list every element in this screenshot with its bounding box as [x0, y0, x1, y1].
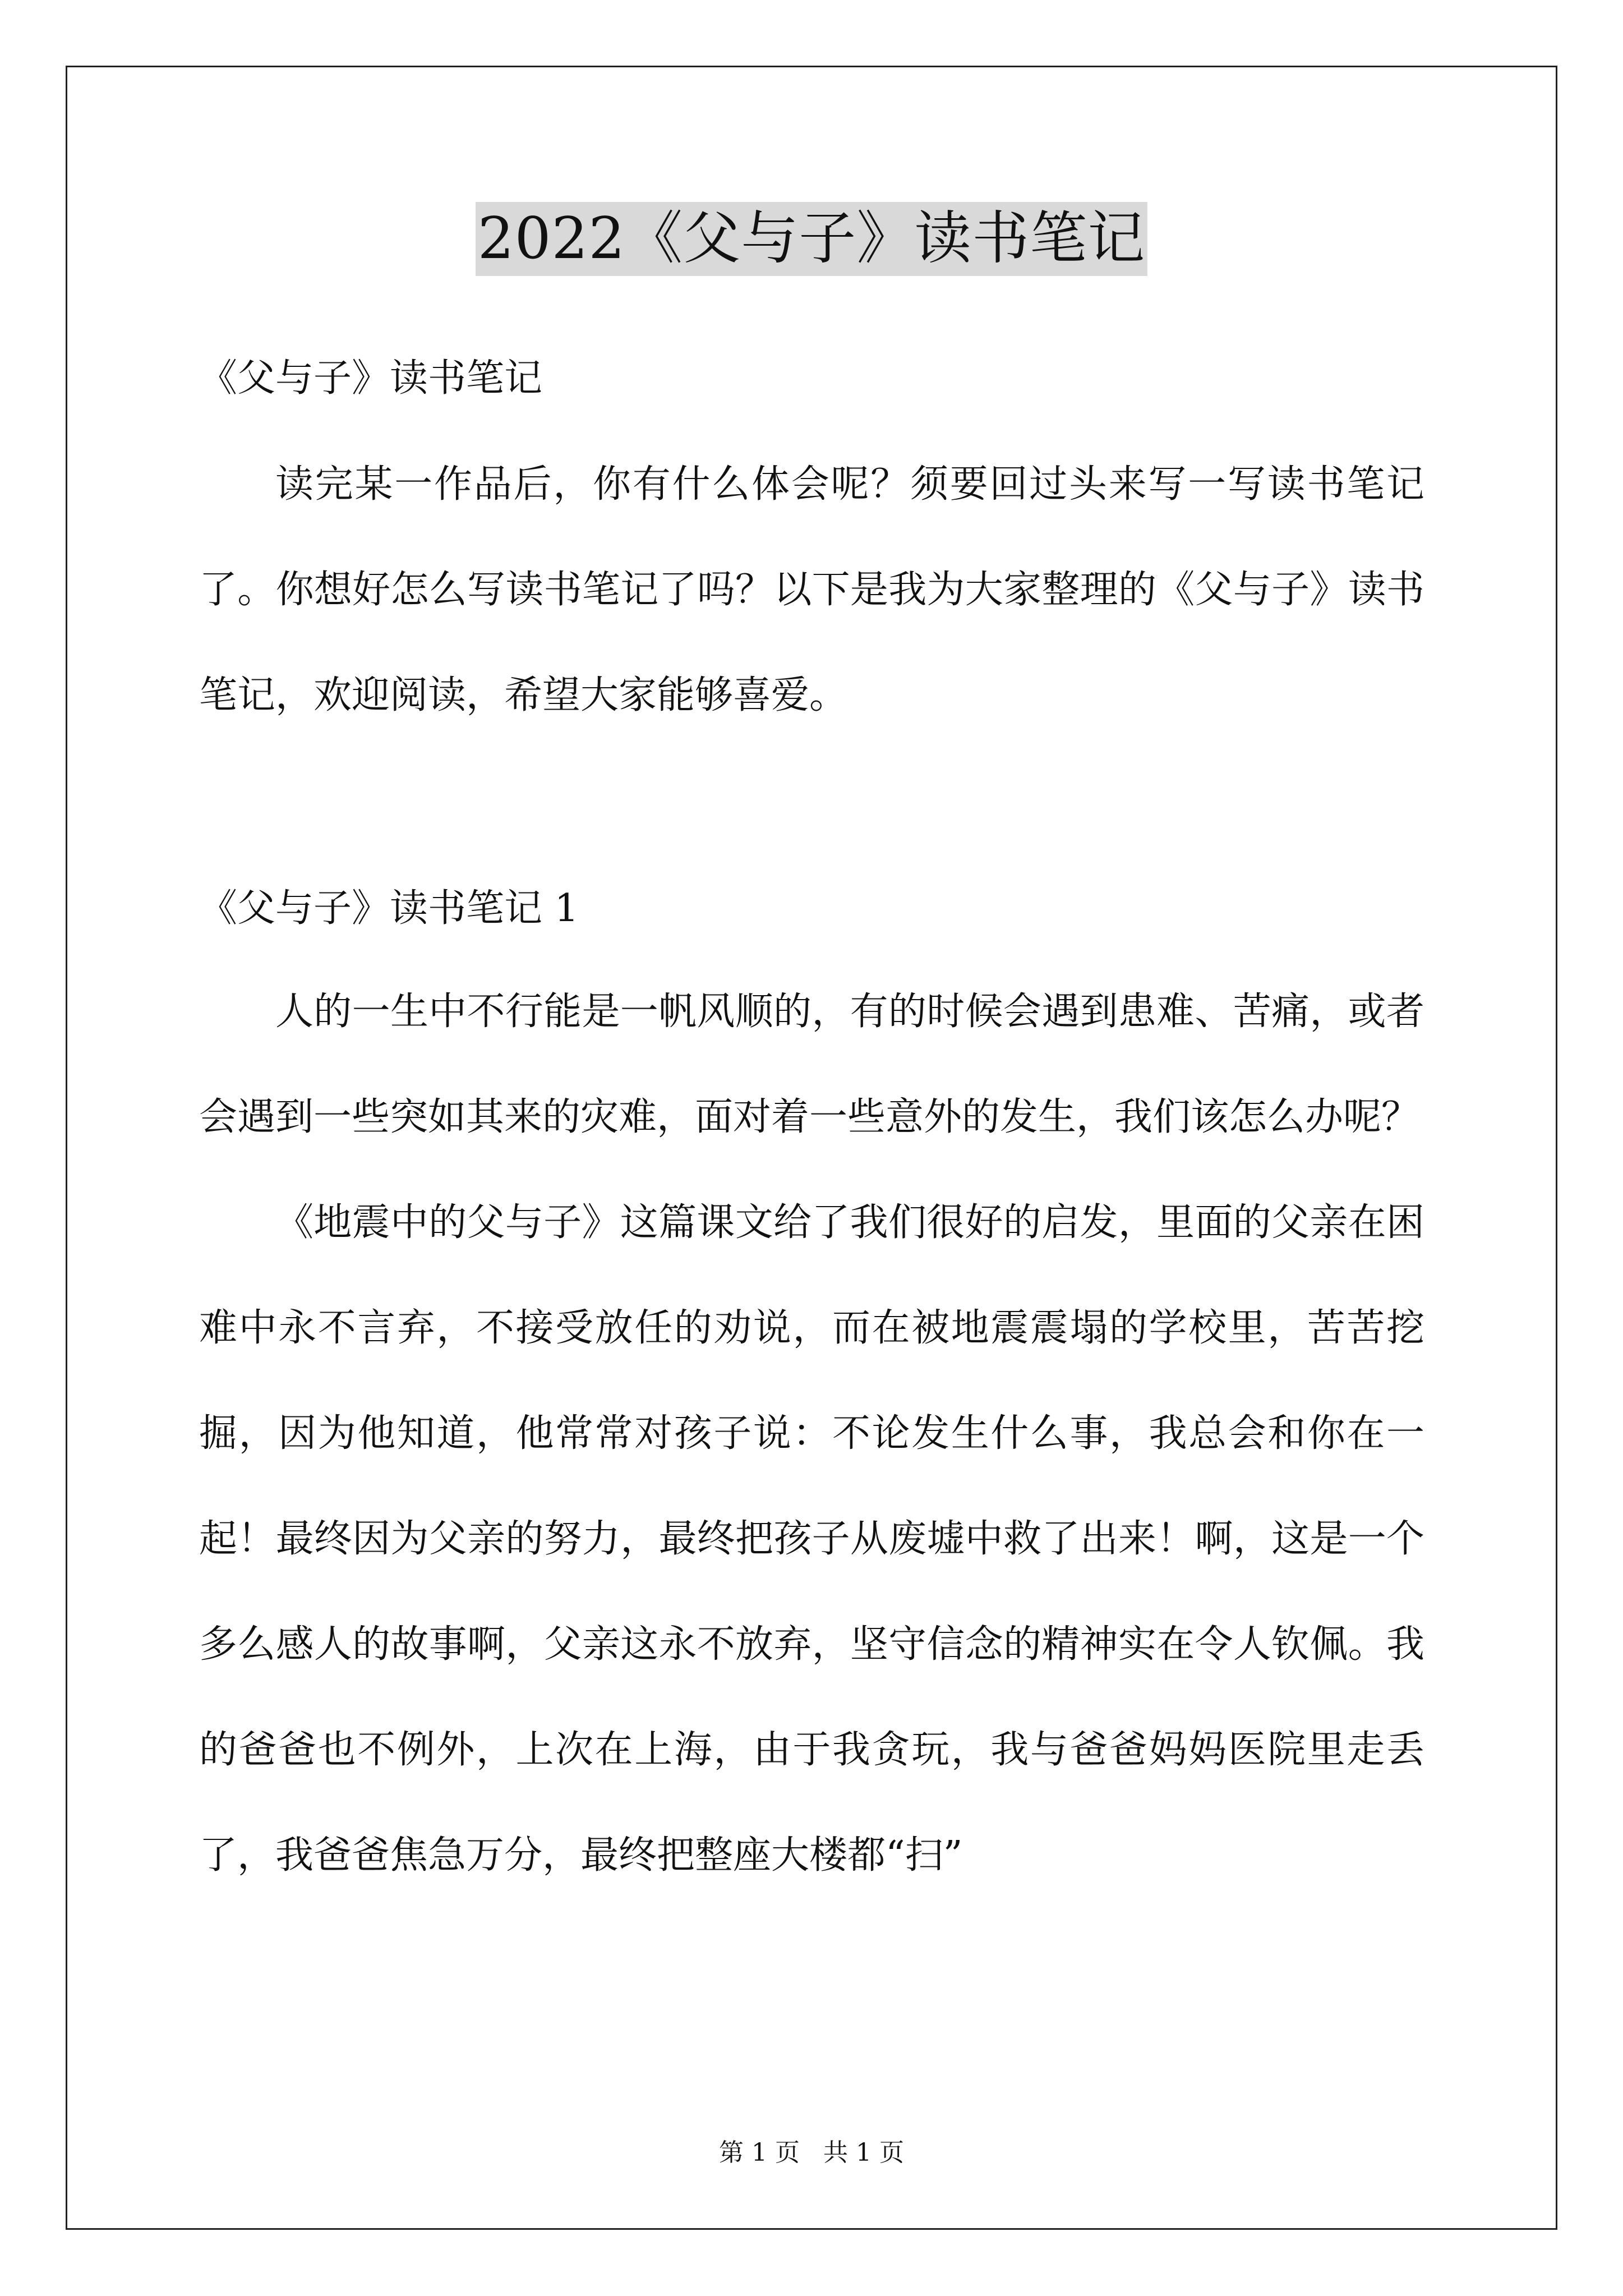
- intro-block: [199, 432, 1424, 748]
- intro-paragraph: 读完某一作品后，你有什么体会呢？须要回过头来写一写读书笔记了。你想好怎么写读书笔记了吗？以下是我为大家整理的《父与子》读书笔记，欢迎阅读，希望大家能够喜爱。: [199, 462, 1424, 717]
- section-heading: 《父与子》读书笔记 1: [199, 886, 579, 931]
- document-title: 2022《父与子》读书笔记: [476, 202, 1148, 276]
- body-paragraph: 《地震中的父与子》这篇课文给了我们很好的启发，里面的父亲在困难中永不言弃，不接受放任的劝说，而在被地震震塌的学校里，苦苦挖掘，因为他知道，他常常对孩子说：不论发生什么事，我总会和你在一起！最终因为父亲的努力，最终把孩子从废墟中救了出来！啊，这是一个多么感人的故事啊，父亲这永不放弃，坚守信念的精神实在令人钦佩。我的爸爸也不例外，上次在上海，由于我贪玩，我与爸爸妈妈医院里走丢了，我爸爸焦急万分，最终把整座大楼都“扫”: [199, 1200, 1424, 1878]
- page-total: 共 1 页: [823, 2138, 904, 2167]
- page-number: 第 1 页: [719, 2138, 800, 2167]
- body-paragraph: 人的一生中不行能是一帆风顺的，有的时候会遇到患难、苦痛，或者会遇到一些突如其来的灾难，面对着一些意外的发生，我们该怎么办呢？: [199, 990, 1424, 1139]
- section-body: [199, 959, 1424, 1908]
- document-subtitle: 《父与子》读书笔记: [199, 356, 543, 401]
- title-wrap: [0, 202, 1623, 276]
- page-footer: [0, 2136, 1623, 2170]
